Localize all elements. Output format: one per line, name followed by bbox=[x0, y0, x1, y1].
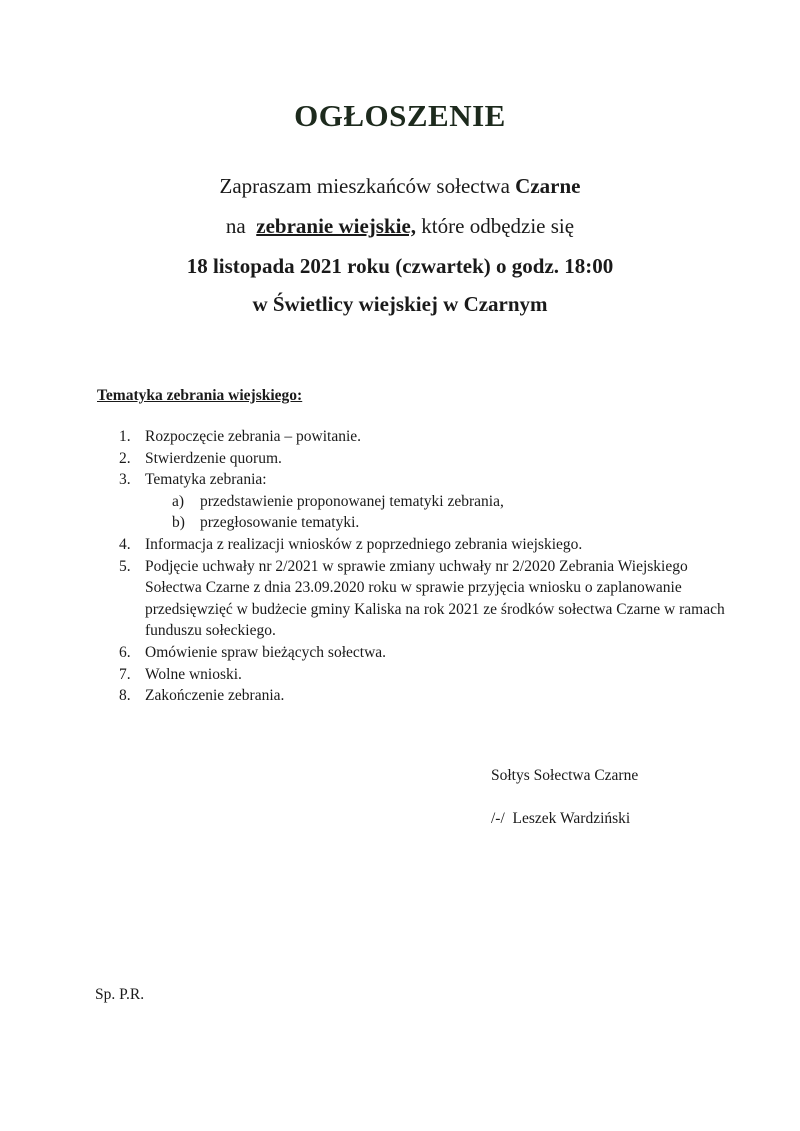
item-text: Omówienie spraw bieżących sołectwa. bbox=[145, 643, 387, 661]
agenda-item bbox=[97, 556, 737, 642]
agenda-subitem bbox=[97, 512, 737, 534]
footer-note: Sp. P.R. bbox=[95, 986, 145, 1003]
item-number: 3. bbox=[119, 471, 131, 489]
agenda-item bbox=[97, 685, 737, 707]
item-number: 6. bbox=[119, 643, 131, 661]
subitem-text: przedstawienie proponowanej tematyki zebrania, bbox=[200, 492, 504, 510]
item-text: Rozpoczęcie zebrania – powitanie. bbox=[145, 428, 362, 445]
agenda-item bbox=[97, 642, 737, 664]
invitation-line-1 bbox=[0, 174, 800, 199]
agenda-item bbox=[97, 426, 737, 448]
agenda-item bbox=[97, 534, 737, 556]
agenda-item bbox=[97, 664, 737, 686]
item-number: 7. bbox=[119, 665, 131, 683]
subitem-text: przegłosowanie tematyki. bbox=[200, 514, 360, 532]
meeting-type: zebranie wiejskie, bbox=[256, 214, 417, 238]
agenda-subitem bbox=[97, 491, 737, 513]
item-number: 4. bbox=[119, 535, 131, 553]
item-number: 8. bbox=[119, 687, 131, 705]
item-number: 2. bbox=[119, 449, 131, 467]
item-text: Zakończenie zebrania. bbox=[145, 687, 285, 705]
meeting-date: 18 listopada 2021 roku (czwartek) o godz. 18:00 bbox=[186, 254, 614, 278]
agenda-item bbox=[97, 448, 737, 470]
item-text: Tematyka zebrania: bbox=[145, 471, 267, 489]
subitem-letter: b) bbox=[172, 514, 185, 532]
invitation-line-2 bbox=[0, 214, 800, 239]
item-text: Wolne wnioski. bbox=[145, 665, 242, 683]
invitation-text: Zapraszam mieszkańców sołectwa bbox=[219, 174, 516, 198]
meeting-location: w Świetlicy wiejskiej w Czarnym bbox=[252, 292, 548, 316]
signatory-name: /-/ Leszek Wardziński bbox=[491, 810, 631, 827]
invitation-text: na bbox=[225, 214, 257, 238]
item-number: 1. bbox=[119, 428, 131, 445]
agenda-item bbox=[97, 469, 737, 491]
page-title: OGŁOSZENIE bbox=[294, 98, 506, 133]
invitation-text: które odbędzie się bbox=[416, 214, 575, 238]
item-text: Stwierdzenie quorum. bbox=[145, 449, 282, 467]
item-text: Informacja z realizacji wniosków z poprzedniego zebrania wiejskiego. bbox=[145, 535, 583, 553]
agenda-heading: Tematyka zebrania wiejskiego: bbox=[97, 387, 303, 404]
item-text: Podjęcie uchwały nr 2/2021 w sprawie zmiany uchwały nr 2/2020 Zebrania Wiejskiego Sołectwa Czarne z dnia 23.09.2020 roku w sprawie przyjęcia wniosku o zaplanowanie przedsięwzięć w budżecie gminy Kaliska na rok 2021 ze środków sołectwa Czarne w ramach funduszu sołeckiego. bbox=[145, 557, 725, 640]
item-number: 5. bbox=[119, 557, 131, 575]
agenda-list bbox=[97, 426, 737, 707]
village-name: Czarne bbox=[515, 174, 581, 198]
signatory-role: Sołtys Sołectwa Czarne bbox=[491, 767, 639, 784]
subitem-letter: a) bbox=[172, 492, 185, 510]
